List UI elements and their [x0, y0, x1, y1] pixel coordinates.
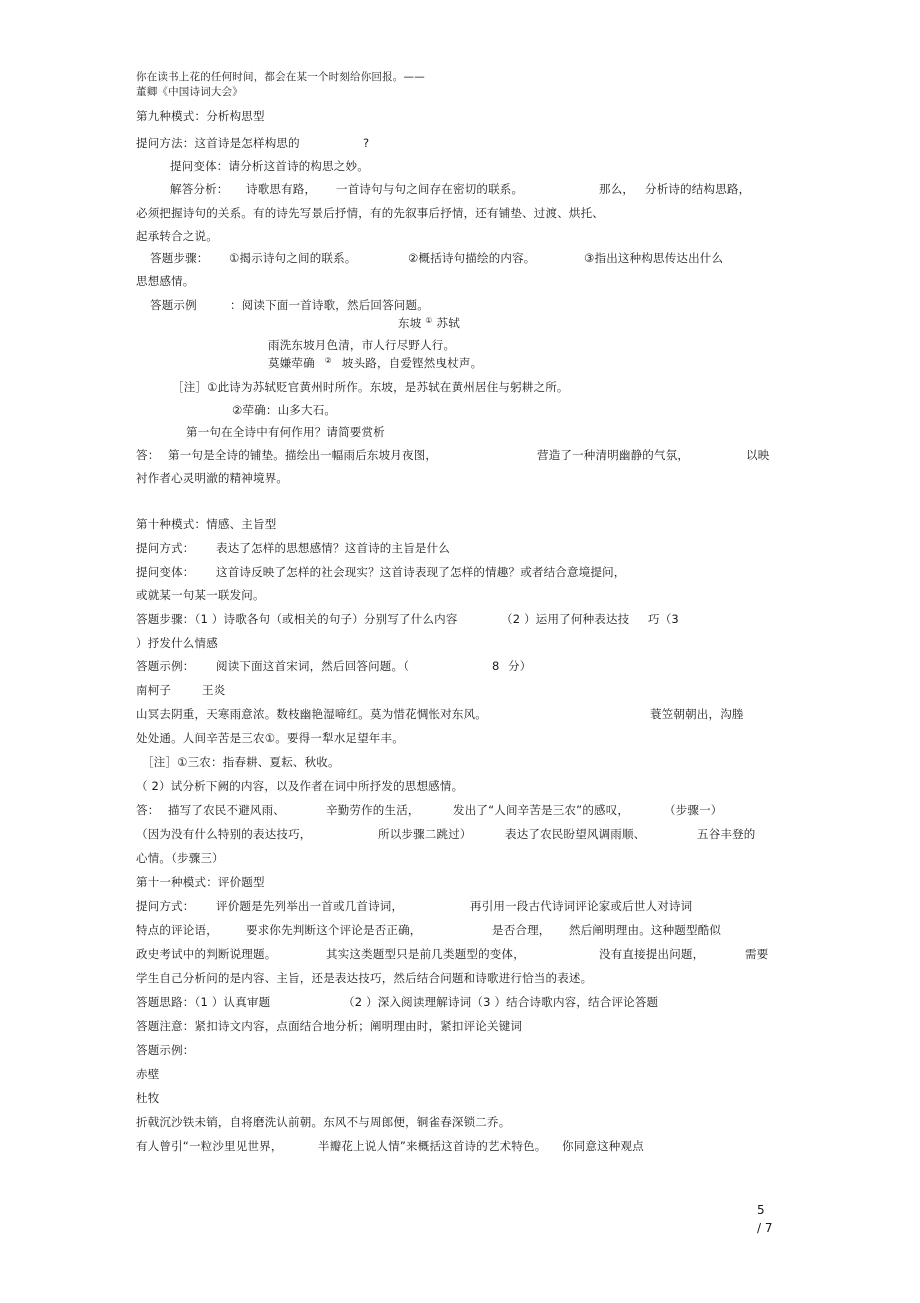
mode11-poem-author: 杜牧 [136, 1091, 160, 1105]
mode11-ask-b: 评价题是先列举出一首或几首诗词， [216, 899, 404, 913]
mode9-answer-label: 答： [136, 448, 160, 462]
mode11-ask-3a: 政史考试中的判断说理题。 [136, 947, 277, 961]
mode11-ask-label: 提问方式： [136, 899, 195, 913]
mode11-title: 第十一种模式：评价题型 [136, 875, 265, 889]
mode10-steps-c: 巧（3 [648, 612, 679, 626]
poem-line-2 [268, 356, 482, 372]
mode10-answer-label: 答： [136, 803, 160, 817]
mode9-note-1: ［注］①此诗为苏轼贬官黄州时所作。东坡，是苏轼在黄州居住与躬耕之所。 [172, 380, 569, 394]
mode9-analysis-3: 起承转合之说。 [136, 229, 218, 243]
mode10-answer-1c: 辛勤劳作的生活， [326, 803, 420, 817]
mode9-steps-cont: 思想感情。 [136, 274, 195, 288]
mode11-ask-2d: 然后阐明理由。这种题型酷似 [569, 923, 722, 937]
poem-title [398, 316, 460, 332]
mode9-variant: 提问变体：请分析这首诗的构思之妙。 [170, 159, 369, 173]
mode10-ask-text: 表达了怎样的思想感情？这首诗的主旨是什么 [216, 541, 450, 555]
mode10-title: 第十种模式：情感、主旨型 [136, 517, 277, 531]
poem-line-2-footnote-mark: ② [324, 356, 333, 365]
page-total: / 7 [757, 1221, 773, 1235]
ci-author: 王炎 [202, 683, 226, 697]
mode9-answer-2: 衬作者心灵明澈的精神境界。 [136, 471, 289, 485]
mode10-answer-2a: （因为没有什么特别的表达技巧， [136, 827, 312, 841]
ci-line-2: 处处通。人间辛苦是三农①。要得一犁水足望年丰。 [136, 731, 404, 745]
mode10-answer-2c: 表达了农民盼望风调雨顺、 [505, 827, 646, 841]
mode10-note: ［注］①三农：指春耕、夏耘、秋收。 [142, 755, 340, 769]
mode10-steps-cont: ）抒发什么情感 [136, 636, 218, 650]
mode10-variant-cont: 或就某一句某一联发问。 [136, 588, 265, 602]
mode9-step-1: ①揭示诗句之间的联系。 [229, 251, 357, 265]
mode11-poem-title: 赤壁 [136, 1067, 160, 1081]
mode11-approach-b: （2 ）深入阅读理解诗词（3 ）结合诗歌内容，结合评论答题 [343, 995, 659, 1009]
mode10-variant-label: 提问变体： [136, 565, 195, 579]
mode9-answer-1d: 以映 [746, 448, 770, 462]
mode10-answer-1d: 发出了“人间辛苦是三农”的感叹， [453, 803, 630, 817]
mode9-step-3: ③指出这种构思传达出什么 [584, 251, 724, 265]
mode11-example: 答题示例： [136, 1043, 195, 1057]
poem-line-1: 雨洗东坡月色清，市人行尽野人行。 [268, 338, 456, 352]
mode11-ask-c: 再引用一段古代诗词评论家或后世人对诗词 [470, 899, 693, 913]
mode11-ask-3c: 没有直接提出问题， [599, 947, 705, 961]
mode11-approach-a: 答题思路：（1 ）认真审题 [136, 995, 271, 1009]
header-attribution: 董卿《中国诗词大会》 [136, 86, 243, 98]
mode10-example-score: 8 [492, 659, 500, 673]
mode10-answer-3: 心情。（步骤三） [136, 851, 224, 865]
mode9-answer-1c: 营造了一种清明幽静的气氛， [537, 448, 690, 462]
mode9-example-label: 答题示例 [150, 298, 197, 312]
header-quote: 你在读书上花的任何时间，都会在某一个时刻给你回报。—— [136, 71, 425, 83]
ci-title: 南柯子 [136, 683, 172, 697]
mode10-example-unit: 分） [508, 659, 532, 673]
mode10-answer-1e: （步骤一） [664, 803, 723, 817]
mode10-steps-a: 答题步骤：（1 ）诗歌各句（或相关的句子）分别写了什么内容 [136, 612, 458, 626]
mode9-analysis-2: 必须把握诗句的关系。有的诗先写景后抒情，有的先叙事后抒情，还有铺垫、过渡、烘托、 [136, 206, 604, 220]
mode11-ask-2a: 特点的评论语， [136, 923, 218, 937]
mode9-answer-1b: 第一句是全诗的铺垫。描绘出一幅雨后东坡月夜图， [168, 448, 438, 462]
poem-line-2b: 坡头路，自爱铿然曳杖声。 [341, 356, 483, 370]
mode9-analysis-1c: 一首诗句与句之间存在密切的联系。 [336, 182, 524, 196]
mode11-ask-3d: 需要 [745, 947, 769, 961]
mode11-ask-2b: 要求你先判断这个评论是否正确， [246, 923, 422, 937]
mode9-example-text: ：阅读下面一首诗歌，然后回答问题。 [230, 298, 429, 312]
mode11-poem-line: 折戟沉沙铁未销，自将磨洗认前朝。东风不与周郎便，铜雀春深锁二乔。 [136, 1115, 511, 1129]
mode10-ask-label: 提问方式： [136, 541, 195, 555]
mode11-question-b: 半瓣花上说人情”来概括这首诗的艺术特色。 [318, 1139, 547, 1153]
ci-line-1b: 蓑笠朝朝出，沟塍 [650, 707, 744, 721]
mode10-question: （ 2）试分析下阙的内容，以及作者在词中所抒发的思想感情。 [136, 779, 464, 793]
mode10-answer-2b: 所以步骤二跳过） [378, 827, 472, 841]
page-number: 5 [757, 1203, 765, 1217]
mode11-question-c: 你同意这种观点 [562, 1139, 644, 1153]
ci-line-1a: 山冥去阴重，天寒雨意浓。数枝幽艳湿啼红。莫为惜花惆怅对东风。 [136, 707, 487, 721]
mode10-example-label: 答题示例： [136, 659, 195, 673]
mode9-steps-label: 答题步骤： [150, 251, 209, 265]
mode9-title: 第九种模式：分析构思型 [136, 109, 265, 123]
mode9-question: 第一句在全诗中有何作用？请简要赏析 [186, 425, 385, 439]
mode11-ask-4: 学生自己分析问的是内容、主旨，还是表达技巧，然后结合问题和诗歌进行恰当的表述。 [136, 971, 593, 985]
poem-author: 苏轼 [436, 316, 460, 330]
mode10-answer-2d: 五谷丰登的 [697, 827, 756, 841]
mode9-ask: 提问方法：这首诗是怎样构思的 [136, 136, 300, 150]
mode9-step-2: ②概括诗句描绘的内容。 [408, 251, 536, 265]
poem-title-text: 东坡 [398, 316, 422, 330]
mode11-ask-3b: 其实这类题型只是前几类题型的变体， [326, 947, 525, 961]
mode11-attention: 答题注意：紧扣诗文内容，点面结合地分析；阐明理由时，紧扣评论关键词 [136, 1019, 523, 1033]
mode10-steps-b: （2 ）运用了何种表达技 [501, 612, 630, 626]
mode10-answer-1b: 描写了农民不避风雨、 [168, 803, 285, 817]
mode9-analysis-label: 解答分析： [170, 182, 229, 196]
poem-line-2a: 莫嫌荦确 [268, 356, 315, 370]
mode9-note-2: ②荦确：山多大石。 [232, 403, 337, 417]
mode10-variant-text: 这首诗反映了怎样的社会现实？这首诗表现了怎样的情趣？或者结合意境提问， [216, 565, 626, 579]
poem-title-footnote-mark: ① [425, 316, 433, 325]
mode11-ask-2c: 是否合理， [492, 923, 551, 937]
mode11-question-a: 有人曾引“一粒沙里见世界， [136, 1139, 283, 1153]
mode9-ask-mark: ? [363, 136, 370, 150]
mode9-analysis-1e: 分析诗的结构思路， [645, 182, 751, 196]
mode9-analysis-1d: 那么， [599, 182, 635, 196]
mode10-example-text: 阅读下面这首宋词，然后回答问题。（ [216, 659, 410, 673]
mode9-analysis-1b: 诗歌思有路， [246, 182, 317, 196]
